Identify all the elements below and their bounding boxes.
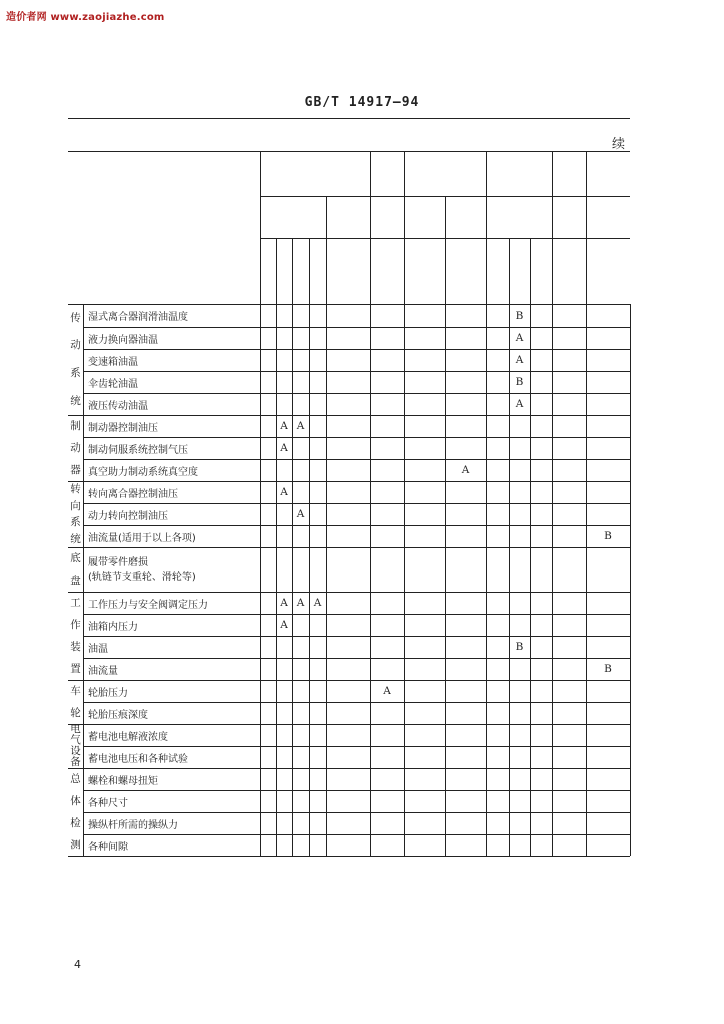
instrument-group-header (552, 151, 586, 196)
instrument-group-header (260, 151, 326, 196)
body-column-divider (630, 304, 631, 856)
body-column-divider (486, 304, 487, 856)
group-label-char: 总 (70, 772, 81, 785)
body-column-divider (445, 304, 446, 856)
standard-number: GB/T 14917—94 (304, 95, 420, 110)
instrument-group-header (486, 151, 552, 196)
row-label (83, 834, 260, 856)
row-label-text: 油温 (88, 643, 108, 655)
accuracy-grade-mark: B (515, 309, 524, 322)
row-label-text: 各种间隙 (88, 841, 128, 853)
accuracy-grade-mark: A (280, 619, 288, 631)
row-label (83, 459, 260, 481)
row-label (83, 393, 260, 415)
row-label (83, 525, 260, 547)
row-label-text: 轮胎压痕深度 (88, 709, 148, 721)
unit-header (586, 196, 630, 238)
unit-header (486, 196, 552, 238)
accuracy-grade-mark: A (515, 398, 524, 410)
accuracy-grade-mark: A (515, 332, 524, 344)
group-label (68, 304, 83, 415)
group-label-char: 系 (70, 516, 81, 528)
accuracy-grade-mark: A (515, 354, 524, 366)
group-label-char: 转 (70, 483, 81, 495)
range-header (404, 238, 445, 304)
body-column-divider (586, 304, 587, 856)
group-label (68, 768, 83, 856)
range-header (276, 238, 292, 304)
accuracy-grade-mark: A (280, 597, 288, 609)
group-label (68, 547, 83, 592)
row-label-text: 真空助力制动系统真空度 (88, 466, 198, 478)
group-label-char: 统 (70, 394, 81, 407)
row-label-text: 履带零件磨损 (轨链节支重轮、滑轮等) (88, 556, 196, 583)
body-column-divider (276, 304, 277, 856)
accuracy-grade-mark: A (313, 597, 322, 609)
group-label-char: 作 (70, 618, 81, 631)
group-label-char: 器 (70, 463, 81, 476)
row-label-text: 湿式离合器润滑油温度 (88, 312, 188, 323)
range-header (530, 238, 552, 304)
body-column-divider (530, 304, 531, 856)
group-label (68, 592, 83, 680)
group-label-char: 装 (70, 640, 81, 653)
row-label (83, 503, 260, 525)
row-label-text: 液力换向器油温 (88, 334, 158, 346)
group-label-char: 制 (70, 419, 81, 432)
range-header (292, 238, 309, 304)
group-label-char: 置 (70, 662, 81, 675)
range-header (586, 238, 630, 304)
range-header (486, 238, 509, 304)
instrument-group-header (404, 151, 486, 196)
group-label-char: 向 (70, 499, 81, 512)
accuracy-grade-mark: A (383, 685, 391, 697)
row-label (83, 481, 260, 503)
range-header (370, 238, 404, 304)
group-label (68, 724, 83, 768)
group-label-char: 盘 (70, 574, 81, 587)
item-header (68, 151, 260, 304)
group-label-char: 动 (70, 339, 81, 352)
row-label (83, 327, 260, 349)
accuracy-grade-mark: B (604, 530, 612, 542)
unit-header (370, 196, 404, 238)
group-label-char: 体 (70, 794, 81, 807)
group-label-char: 备 (70, 756, 81, 768)
range-header (509, 238, 530, 304)
group-label-char: 轮 (70, 706, 81, 719)
body-column-divider (404, 304, 405, 856)
row-label-text: 动力转向控制油压 (88, 510, 168, 522)
watermark: 造价者网 www.zaojiazhe.com (6, 12, 165, 23)
row-label-text: 螺栓和螺母扭矩 (88, 775, 158, 787)
row-label (83, 371, 260, 393)
row-label-text: 变速箱油温 (88, 356, 138, 368)
range-header (326, 238, 370, 304)
accuracy-grade-mark: A (296, 597, 305, 609)
accuracy-grade-mark: A (461, 464, 470, 476)
group-label-char: 测 (70, 838, 81, 851)
unit-header (404, 196, 445, 238)
row-label-text: 油箱内压力 (88, 621, 138, 633)
row-label-text: 工作压力与安全阀调定压力 (88, 599, 208, 611)
group-label-char: 车 (70, 684, 81, 697)
body-column-divider (370, 304, 371, 856)
instrument-group-header (586, 151, 630, 196)
row-label (83, 680, 260, 702)
group-label-char: 检 (70, 816, 81, 829)
row-label-text: 轮胎压力 (88, 687, 128, 699)
group-rule (68, 856, 630, 857)
instrument-group-header (370, 151, 404, 196)
row-label (83, 812, 260, 834)
accuracy-grade-mark: A (280, 420, 288, 432)
row-label-text: 蓄电池电解液浓度 (88, 731, 168, 743)
row-label-text: 转向离合器控制油压 (88, 488, 178, 500)
range-header (445, 238, 486, 304)
body-column-divider (260, 304, 261, 856)
group-label-char: 设 (70, 745, 81, 758)
body-column-divider (326, 304, 327, 856)
accuracy-grade-mark: B (515, 376, 524, 388)
body-column-divider (552, 304, 553, 856)
row-label-text: 伞齿轮油温 (88, 378, 138, 390)
group-label-char: 传 (70, 311, 81, 324)
accuracy-grade-mark: A (296, 508, 305, 520)
range-header (552, 238, 586, 304)
body-column-divider (292, 304, 293, 856)
row-label (83, 592, 260, 614)
unit-header (445, 196, 486, 238)
row-label (83, 349, 260, 371)
row-label (83, 304, 260, 327)
row-label (83, 636, 260, 658)
row-label (83, 658, 260, 680)
group-label-char: 动 (70, 441, 81, 454)
instrument-group-header (326, 151, 370, 196)
group-label-char: 系 (70, 367, 81, 380)
row-label-text: 油流量(适用于以上各项) (88, 532, 196, 544)
row-label-text: 操纵杆所需的操纵力 (88, 819, 178, 831)
group-label (68, 415, 83, 481)
row-label (83, 724, 260, 746)
accuracy-grade-mark: A (280, 486, 288, 498)
accuracy-grade-mark: B (515, 641, 524, 653)
accuracy-grade-mark: A (280, 442, 288, 454)
row-label (83, 547, 260, 592)
row-label-text: 制动器控制油压 (88, 422, 158, 434)
row-label (83, 415, 260, 437)
body-column-divider (309, 304, 310, 856)
unit-header (552, 196, 586, 238)
group-label-char: 底 (70, 552, 81, 564)
row-label (83, 768, 260, 790)
continuation-label: 续 (612, 137, 626, 152)
row-label (83, 614, 260, 636)
group-label-char: 统 (70, 532, 81, 545)
row-label-text: 液压传动油温 (88, 400, 148, 412)
unit-header (260, 196, 326, 238)
group-label-char: 工 (70, 596, 81, 609)
row-label (83, 790, 260, 812)
range-header (260, 238, 276, 304)
row-label-text: 各种尺寸 (88, 797, 128, 809)
group-label-char: 气 (70, 734, 81, 747)
accuracy-grade-mark: A (296, 420, 305, 432)
row-label-text: 油流量 (88, 665, 118, 677)
accuracy-grade-mark: B (604, 663, 612, 675)
group-label (68, 680, 83, 724)
group-label (68, 481, 83, 547)
row-label (83, 702, 260, 724)
row-label (83, 746, 260, 768)
group-label-char: 电 (70, 724, 81, 736)
unit-header (326, 196, 370, 238)
range-header (309, 238, 326, 304)
row-label-text: 蓄电池电压和各种试验 (88, 753, 188, 765)
row-label-text: 制动伺服系统控制气压 (88, 444, 188, 456)
page-number: 4 (74, 958, 81, 971)
row-label (83, 437, 260, 459)
